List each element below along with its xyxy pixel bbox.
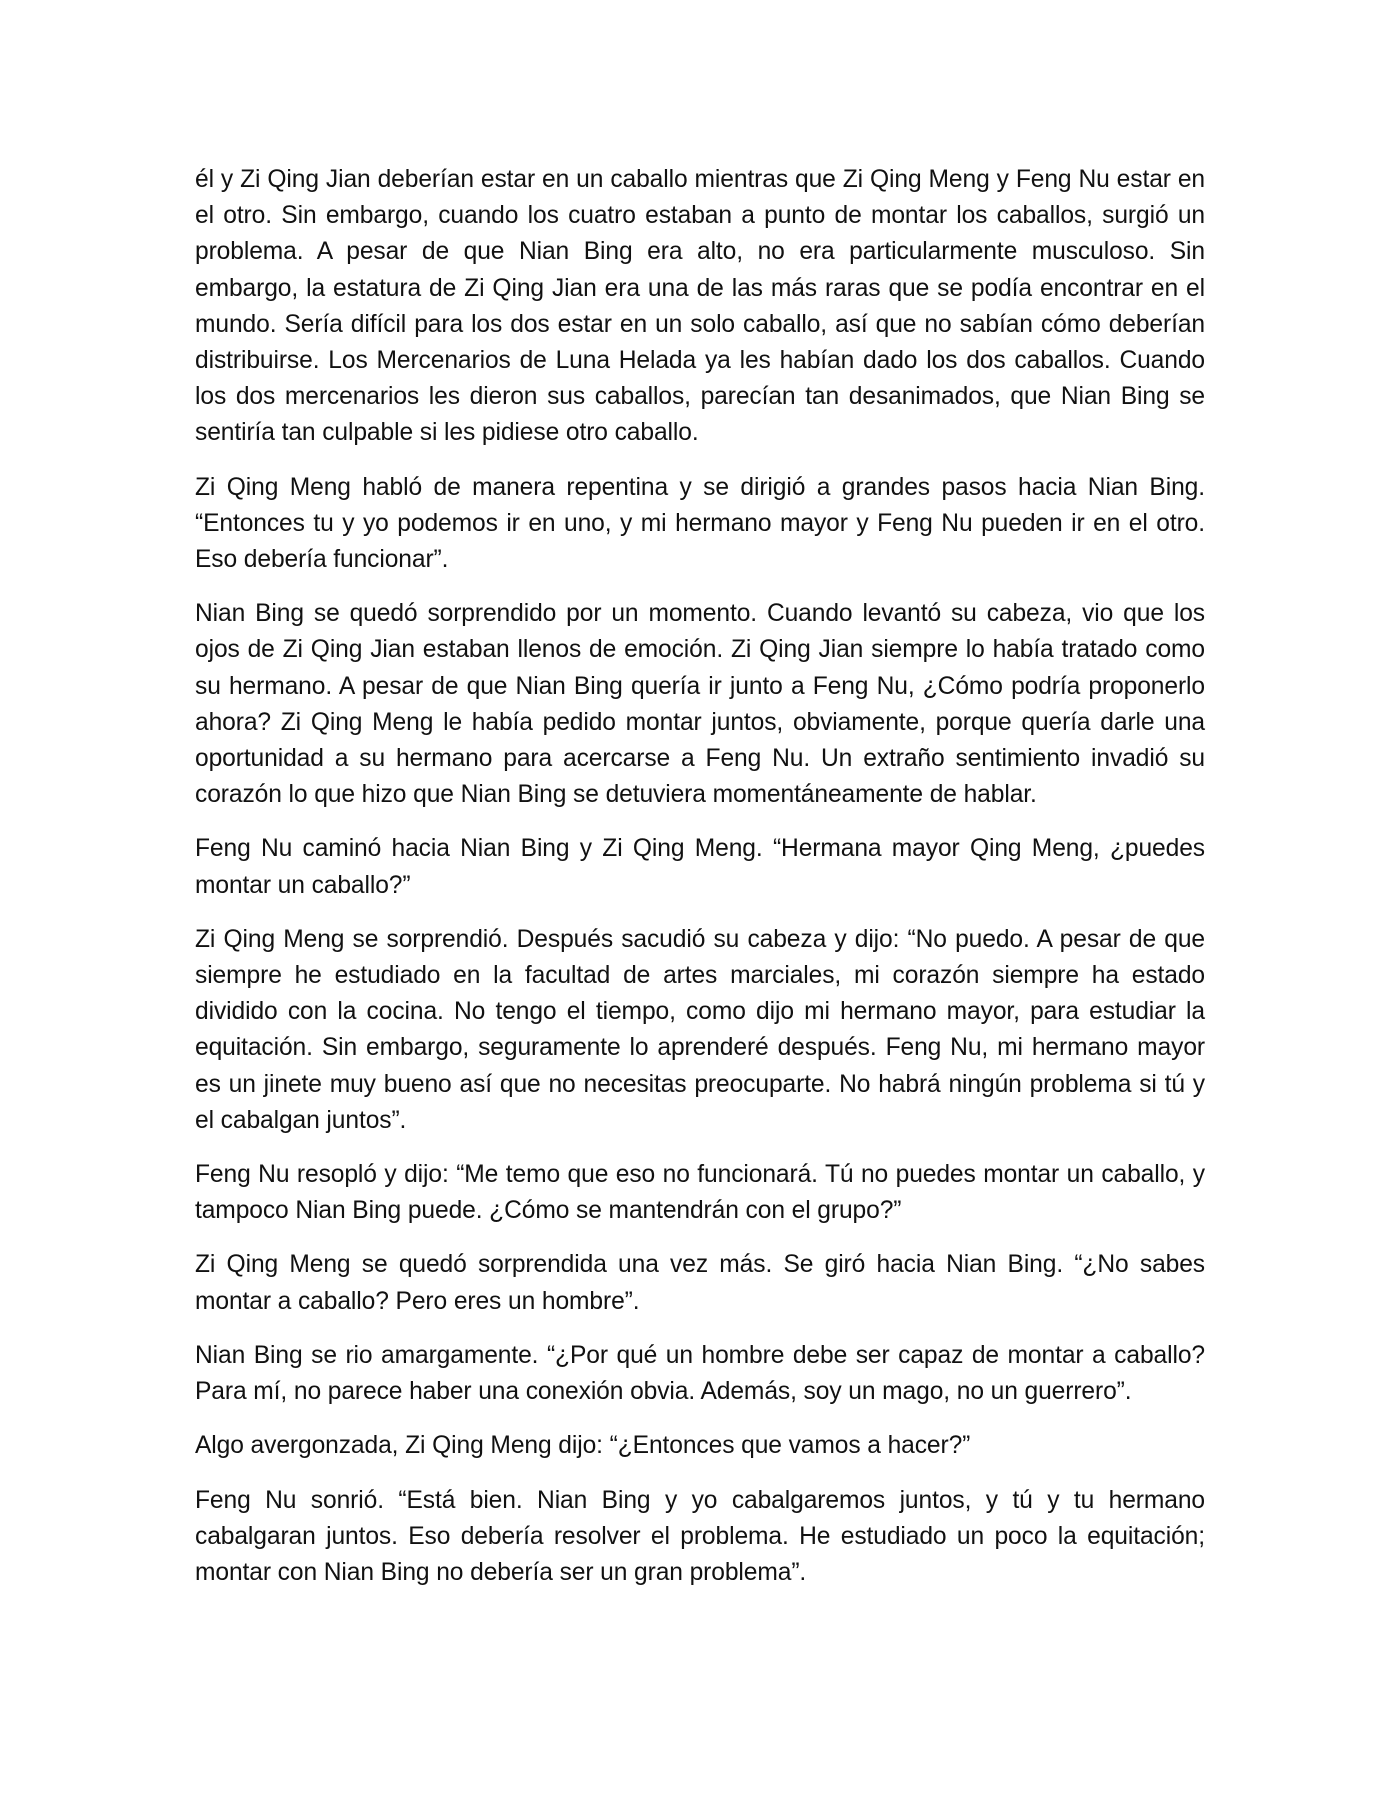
paragraph-10: Feng Nu sonrió. “Está bien. Nian Bing y yo cabalgaremos juntos, y tú y tu hermano cabalgaran juntos. Eso debería resolver el problema. He estudiado un poco la equitación; montar con Nian Bing no debería ser un gran problema”. [195,1486,1205,1586]
paragraph-2: Zi Qing Meng habló de manera repentina y se dirigió a grandes pasos hacia Nian Bing. “Entonces tu y yo podemos ir en uno, y mi hermano mayor y Feng Nu pueden ir en el otro. Eso debería funcionar”. [195,473,1205,574]
paragraph-8: Nian Bing se rio amargamente. “¿Por qué un hombre debe ser capaz de montar a caballo? Para mí, no parece haber una conexión obvia. Además, soy un mago, no un guerrero”. [195,1341,1205,1406]
paragraph-1: él y Zi Qing Jian deberían estar en un caballo mientras que Zi Qing Meng y Feng Nu estar en el otro. Sin embargo, cuando los cuatro estaban a punto de montar los caballos, surgió un problema. A pesar de que Nian Bing era alto, no era particularmente musculoso. Sin embargo, la estatura de Zi Qing Jian era una de las más raras que se podía encontrar en el mundo. Sería difícil para los dos estar en un solo caballo, así que no sabían cómo deberían distribuirse. Los Mercenarios de Luna Helada ya les habían dado los dos caballos. Cuando los dos mercenarios les dieron sus caballos, parecían tan desanimados, que Nian Bing se sentiría tan culpable si les pidiese otro caballo. [195,166,1205,447]
paragraph-5: Zi Qing Meng se sorprendió. Después sacudió su cabeza y dijo: “No puedo. A pesar de que siempre he estudiado en la facultad de artes marciales, mi corazón siempre ha estado dividido con la cocina. No tengo el tiempo, como dijo mi hermano mayor, para estudiar la equitación. Sin embargo, seguramente lo aprenderé después. Feng Nu, mi hermano mayor es un jinete muy bueno así que no necesitas preocuparte. No habrá ningún problema si tú y el cabalgan juntos”. [195,925,1205,1134]
paragraph-9: Algo avergonzada, Zi Qing Meng dijo: “¿Entonces que vamos a hacer?” [195,1432,971,1460]
document-body [195,162,1205,1609]
paragraph-3: Nian Bing se quedó sorprendido por un momento. Cuando levantó su cabeza, vio que los ojos de Zi Qing Jian estaban llenos de emoción. Zi Qing Jian siempre lo había tratado como su hermano. A pesar de que Nian Bing quería ir junto a Feng Nu, ¿Cómo podría proponerlo ahora? Zi Qing Meng le había pedido montar juntos, obviamente, porque quería darle una oportunidad a su hermano para acercarse a Feng Nu. Un extraño sentimiento invadió su corazón lo que hizo que Nian Bing se detuviera momentáneamente de hablar. [195,600,1205,809]
paragraph-7: Zi Qing Meng se quedó sorprendida una vez más. Se giró hacia Nian Bing. “¿No sabes montar a caballo? Pero eres un hombre”. [195,1251,1205,1315]
paragraph-6: Feng Nu resopló y dijo: “Me temo que eso no funcionará. Tú no puedes montar un caballo, y tampoco Nian Bing puede. ¿Cómo se mantendrán con el grupo?” [195,1161,1205,1225]
paragraph-4: Feng Nu caminó hacia Nian Bing y Zi Qing Meng. “Hermana mayor Qing Meng, ¿puedes montar un caballo?” [195,835,1205,899]
